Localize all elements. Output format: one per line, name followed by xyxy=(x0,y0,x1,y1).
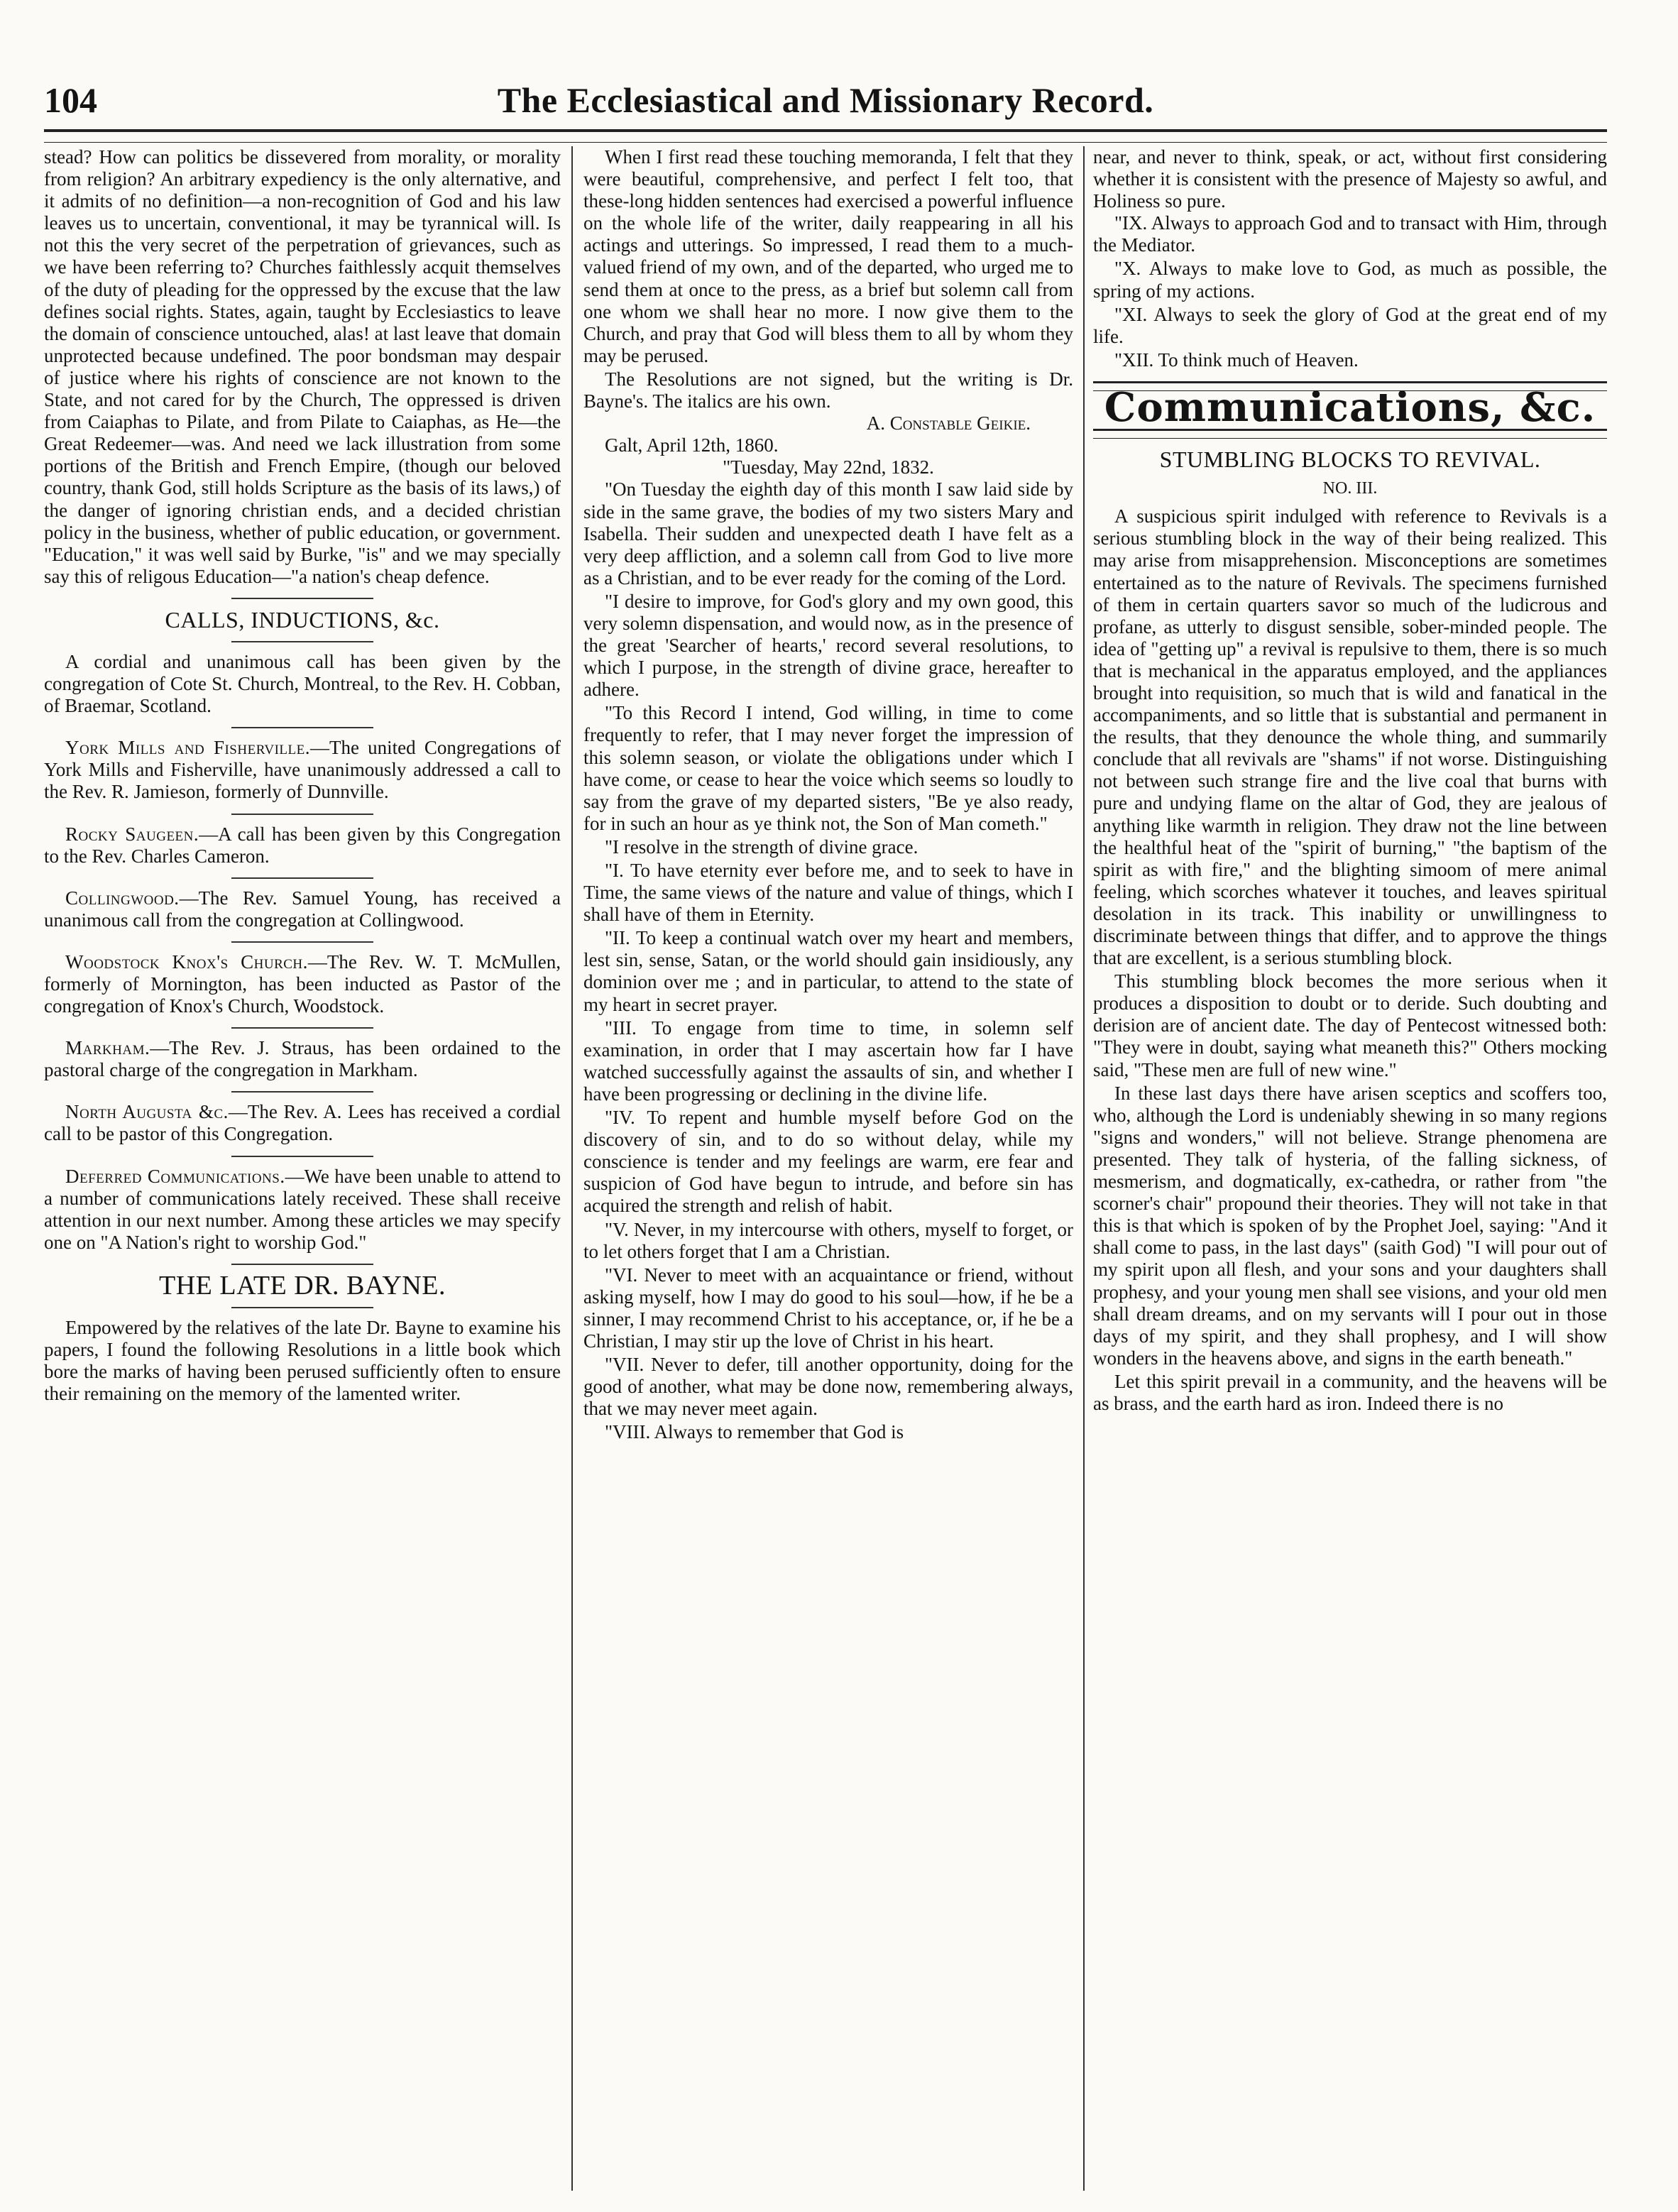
resolution-paragraph: "IV. To repent and humble myself before God on the discovery of sin, and to do so without delay, while my conscience is tender and my feelings are warm, ere fear and suspicion of God have begun to intrude, and before sin has acquired the strength and relish of habit. xyxy=(583,1107,1073,1217)
item-divider xyxy=(231,1156,373,1157)
resolution-paragraph: "On Tuesday the eighth day of this month I saw laid side by side in the same grave, the bodies of my two sisters Mary and Isabella. Their sudden and unexpected death I have felt as a very deep affliction, and a solemn call from God to live more as a Christian, and to be ever ready for the coming of the Lord. xyxy=(583,478,1073,588)
column-1 xyxy=(44,146,561,2191)
call-item xyxy=(44,1166,561,1254)
column-3 xyxy=(1093,146,1607,2191)
resolution-paragraph: "XI. Always to seek the glory of God at the great end of my life. xyxy=(1093,303,1607,347)
call-item xyxy=(44,651,561,717)
call-item-text: A cordial and unanimous call has been given by the congregation of Cote St. Church, Montreal, to the Rev. H. Cobban, of Braemar, Scotland. xyxy=(44,650,561,717)
resolution-paragraph: "III. To engage from time to time, in solemn self examination, in order that I may ascertain how far I have watched successfully against the assaults of sin, and whether I have been progressing or declining in the divine life. xyxy=(583,1017,1073,1105)
item-divider xyxy=(231,1091,373,1093)
call-item xyxy=(44,823,561,867)
call-item-head: Deferred Communications. xyxy=(65,1165,285,1187)
bayne-paragraph: Empowered by the relatives of the late Dr. Bayne to examine his papers, I found the following Resolutions in a little book which bore the marks of having been perused sufficiently often to ensure their remaining on the memory of the lamented writer. xyxy=(44,1317,561,1405)
article-title: STUMBLING BLOCKS TO REVIVAL. xyxy=(1159,447,1541,473)
resolution-paragraph: near, and never to think, speak, or act, without first considering whether it is consistent with the presence of Majesty so awful, and Holiness so pure. xyxy=(1093,146,1607,212)
call-item-text: —The Rev. J. Straus, has been ordained to the pastoral charge of the congregation in Markham. xyxy=(44,1037,561,1081)
resolution-paragraph: "V. Never, in my intercourse with others, myself to forget, or to let others forget that I am a Christian. xyxy=(583,1218,1073,1262)
call-item-text: —The united Congregations of York Mills and Fisherville, have unanimously addressed a call to the Rev. R. Jamieson, formerly of Dunnville. xyxy=(44,737,561,803)
call-item-head: Woodstock Knox's Church. xyxy=(65,951,308,973)
call-item-head: Collingwood. xyxy=(65,887,180,909)
signature: A. Constable Geikie. xyxy=(866,412,1031,434)
resolution-paragraph: "VIII. Always to remember that God is xyxy=(605,1421,904,1443)
article-number: NO. III. xyxy=(1322,479,1378,498)
article-paragraph: Let this spirit prevail in a community, and the heavens will be as brass, and the earth hard as iron. Indeed there is no xyxy=(1093,1370,1607,1414)
item-divider xyxy=(231,727,373,728)
resolution-paragraph: "VII. Never to defer, till another opportunity, doing for the good of another, what may be done now, remembering always, that we may never meet again. xyxy=(583,1354,1073,1420)
column-1-opening-paragraph: stead? How can politics be dissevered from morality, or morality from religion? An arbitrary expediency is the only alternative, and it admits of no definition—a non-recognition of God and his law leaves us to uncertain, conventional, it may be tyrannical will. Is not this the very secret of the perpetration of grievances, such as we have been referring to? Churches faithlessly acquit themselves of the duty of pleading for the oppressed by the excuse that the law defines social rights. States, again, taught by Ecclesiastics to leave the domain of conscience untouched, alas! at last leave that domain unprotected because undefined. The poor bondsman may despair of justice where his rights of conscience are not known to the State, and not cared for by the Church, The oppressed is driven from Caiaphas to Pilate, and from Pilate to Caiaphas, as He—the Great Redeemer—was. And need we lack illustration from some portions of the British and French Empire, (though our beloved country, thank God, still holds Scripture as the basis of its laws,) of the danger of ignoring christian ends, and a decided christian policy in the business, whether of public education, or government. "Education," it was well said by Burke, "is" and we may specially say this of religous Education—"a nation's cheap defence. xyxy=(44,146,561,587)
section-divider xyxy=(231,1307,373,1308)
dateline: Galt, April 12th, 1860. xyxy=(605,434,779,456)
communications-heading: Communications, &c. xyxy=(1104,383,1596,431)
resolution-paragraph: "I resolve in the strength of divine grace. xyxy=(605,836,918,858)
column-2 xyxy=(583,146,1073,2191)
resolution-paragraph: "To this Record I intend, God willing, in time to come frequently to refer, that I may never forget the impression of this solemn season, or violate the obligations under which I have come, or cease to hear the voice which seems so loudly to say from the grave of my departed sisters, "Be ye also ready, for in such an hour as ye think not, the Son of Man cometh." xyxy=(583,702,1073,834)
call-item xyxy=(44,887,561,931)
article-paragraph: A suspicious spirit indulged with reference to Revivals is a serious stumbling block in the way of their being realized. This may arise from misapprehension. Misconceptions are sometimes entertained as to the nature of Revivals. The specimens furnished of them in certain quarters savor so much of the ludicrous and profane, as utterly to disgust sensible, sober-minded people. The idea of "getting up" a revival is repulsive to them, there is so much that is mechanical in the apparatus employed, and the appliances brought into requisition, so much that is wild and fanatical in the accompaniments, and so little that is substantial and permanent in the results, that they denounce the whole thing, and summarily conclude that all revivals are "shams" if not worse. Distinguishing not between such strange fire and the live coal that burns with pure and undying flame on the altar of God, they are jealous of anything like warmth in religion. They draw not the line between the healthful heat of the "spirit of burning," "the baptism of the spirit as with fire," and the blighting simoom of mere animal feeling, which scorches whatever it touches, and leaves spiritual desolation in its track. This inability or unwillingness to discriminate between things that differ, and to approve the things that are excellent, is a serious stumbling block. xyxy=(1093,505,1607,969)
call-item-head: North Augusta &c. xyxy=(65,1101,229,1123)
column-divider xyxy=(1083,146,1085,2191)
article-paragraph: In these last days there have arisen sceptics and scoffers too, who, although the Lord is undeniably shewing in so many regions "signs and wonders," will not believe. Strange phenomena are presented. They talk of hysteria, of the falling sickness, of mesmerism, and dogmatically, ex-cathedra, or rather from "the scorner's chair" propound their theories. They will not take in that this is that which is spoken of by the Prophet Joel, saying: "And it shall come to pass, in the last days" (saith God) "I will pour out of my spirit upon all flesh, and your sons and your daughters shall prophesy, and your young men shall see visions, and your old men shall dream dreams, and on my servants will I pour out in those days of my spirit, and they shall prophesy, and I will show wonders in the heavens above, and signs in the earth beneath." xyxy=(1093,1082,1607,1369)
article-paragraph: This stumbling block becomes the more serious when it produces a disposition to doubt or to deride. Such doubting and derision are of ancient date. The day of Pentecost witnessed both: "They were in doubt, saying what meaneth this?" Others mocking said, "These men are full of new wine." xyxy=(1093,970,1607,1080)
journal-title: The Ecclesiastical and Missionary Record. xyxy=(497,80,1154,120)
call-item-head: York Mills and Fisherville. xyxy=(65,737,310,759)
running-head xyxy=(44,80,1607,122)
body-paragraph: The Resolutions are not signed, but the writing is Dr. Bayne's. The italics are his own. xyxy=(583,368,1073,412)
section-divider xyxy=(231,598,373,599)
resolution-paragraph: "I desire to improve, for God's glory and my own good, this very solemn dispensation, and would now, as in the presence of the great 'Searcher of hearts,' record several resolutions, to which I purpose, in the strength of divine grace, hereafter to adhere. xyxy=(583,590,1073,701)
resolution-paragraph: "I. To have eternity ever before me, and to seek to have in Time, the same views of the nature and value of things, which I shall have of them in Eternity. xyxy=(583,860,1073,926)
call-item-text: —A call has been given by this Congregation to the Rev. Charles Cameron. xyxy=(44,823,561,867)
call-item xyxy=(44,737,561,803)
resolution-paragraph: "VI. Never to meet with an acquaintance or friend, without asking myself, how I may do good to his soul—how, if he be a sinner, I may recommend Christ to his acceptance, or, if he be a Christian, I may stir up the love of Christ in his heart. xyxy=(583,1264,1073,1352)
call-item-text: —The Rev. A. Lees has received a cordial call to be pastor of this Congregation. xyxy=(44,1101,561,1145)
body-paragraph: When I first read these touching memoranda, I felt that they were beautiful, comprehensive, and perfect I felt too, that these-long hidden sentences had exercised a powerful influence on the whole life of the writer, daily reappearing in all his actings and utterings. So impressed, I read them to a much-valued friend of my own, and of the departed, who urged me to send them at once to the press, as a brief but solemn call from one whom we shall hear no more. I now give them to the Church, and pray that God will bless them to all by whom they may be perused. xyxy=(583,146,1073,366)
item-divider xyxy=(231,814,373,815)
calls-heading: CALLS, INDUCTIONS, &c. xyxy=(165,606,440,633)
item-divider xyxy=(231,941,373,943)
resolution-paragraph: "X. Always to make love to God, as much as possible, the spring of my actions. xyxy=(1093,258,1607,302)
resolution-paragraph: "II. To keep a continual watch over my heart and members, lest sin, sense, Satan, or the world should gain insidiously, any dominion over me ; and in particular, to attend to the state of my heart in secret prayer. xyxy=(583,927,1073,1015)
column-divider xyxy=(571,146,573,2191)
section-divider xyxy=(231,1264,373,1265)
call-item-head: Rocky Saugeen. xyxy=(65,823,199,845)
call-item-text: —The Rev. Samuel Young, has received a unanimous call from the congregation at Collingwood. xyxy=(44,887,561,931)
page-number: 104 xyxy=(44,80,97,120)
call-item-text: —The Rev. W. T. McMullen, formerly of Mornington, has been inducted as Pastor of the congregation of Knox's Church, Woodstock. xyxy=(44,951,561,1017)
resolution-paragraph: "XII. To think much of Heaven. xyxy=(1114,349,1359,371)
resolution-paragraph: "IX. Always to approach God and to transact with Him, through the Mediator. xyxy=(1093,212,1607,256)
call-item xyxy=(44,1101,561,1145)
call-item-text: —We have been unable to attend to a number of communications lately received. These shall receive attention in our next number. Among these articles we may specify one on "A Nation's right to worship God." xyxy=(44,1165,561,1253)
call-item xyxy=(44,1037,561,1081)
call-item-head: Markham. xyxy=(65,1037,150,1059)
call-item xyxy=(44,951,561,1017)
bayne-heading: THE LATE DR. BAYNE. xyxy=(159,1270,446,1301)
header-rule xyxy=(44,129,1607,143)
section-divider xyxy=(231,641,373,642)
item-divider xyxy=(231,1027,373,1029)
entry-date: "Tuesday, May 22nd, 1832. xyxy=(723,456,934,478)
item-divider xyxy=(231,877,373,879)
